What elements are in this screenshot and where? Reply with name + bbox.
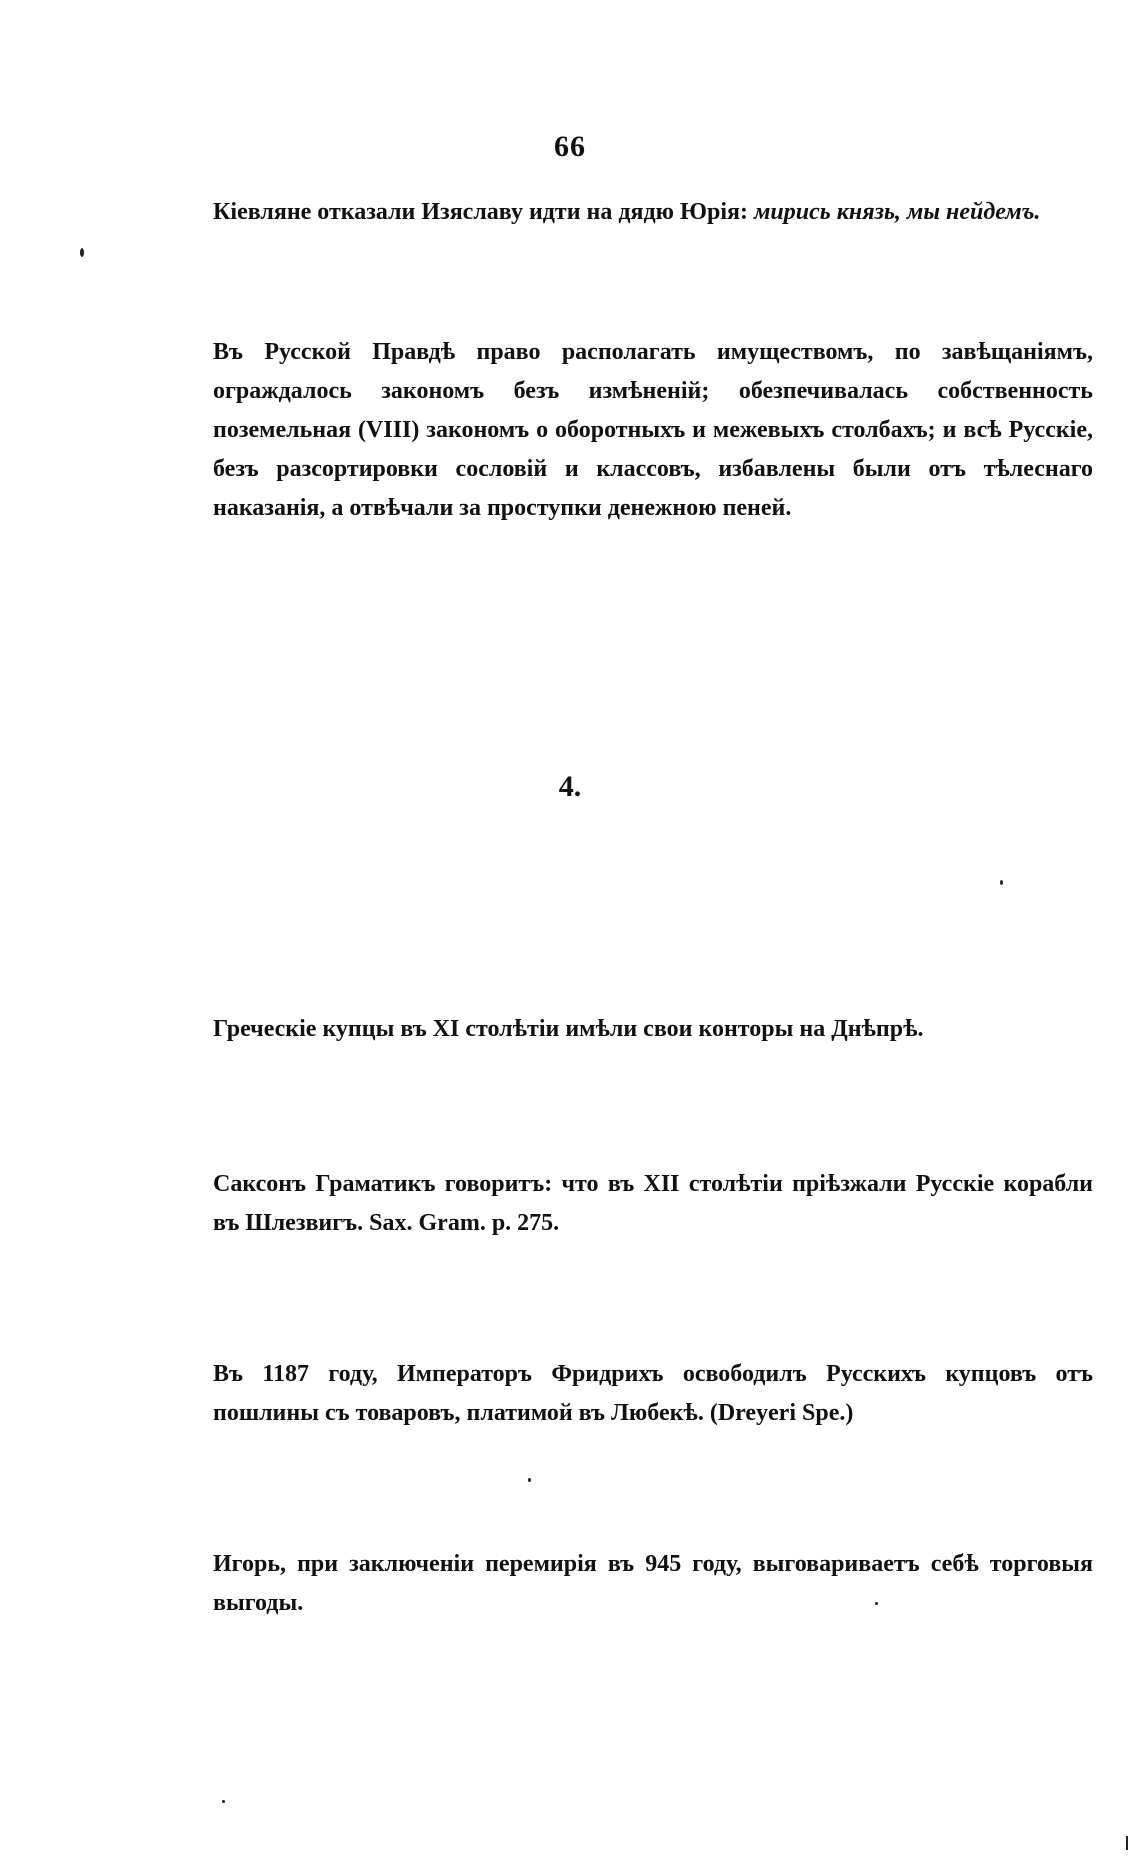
scan-speck	[80, 248, 84, 257]
paragraph-greek-merchants: Греческіе купцы въ XI столѣтіи имѣли свои конторы на Днѣпрѣ.	[213, 1016, 924, 1042]
scan-speck	[222, 1800, 225, 1803]
paragraph-igor-treaty: Игорь, при заключеніи перемирія въ 945 году, выговариваетъ себѣ торговыя выгоды.	[213, 1551, 1093, 1616]
scan-speck	[528, 1478, 531, 1482]
paragraph-text: Кіевляне отказали Изяславу идти на дядю Юрія:	[213, 199, 754, 225]
paragraph-kievlyane	[213, 193, 1093, 232]
scan-speck	[875, 1602, 878, 1605]
paragraph-emperor-friedrich: Въ 1187 году, Императоръ Фридрихъ освободилъ Русскихъ купцовъ отъ пошлины съ товаровъ, платимой въ Любекѣ. (Dreyeri Spe.)	[213, 1361, 1093, 1426]
page-number: 66	[554, 130, 586, 163]
section-number: 4.	[558, 770, 582, 803]
paragraph-italic-quote: мирись князь, мы нейдемъ.	[753, 199, 1041, 225]
scan-speck	[1000, 880, 1003, 885]
scan-speck	[1126, 1836, 1128, 1850]
paragraph-russkaya-pravda: Въ Русской Правдѣ право располагать имуществомъ, по завѣщаніямъ, ограждалось закономъ безъ измѣненій; обезпечивалась собственность поземельная (VIII) закономъ о оборотныхъ и межевыхъ столбахъ; и всѣ Русскіе, безъ разсортировки сословій и классовъ, избавлены были отъ тѣлеснаго наказанія, а отвѣчали за проступки денежною пеней.	[213, 339, 1093, 521]
paragraph-saxo-grammaticus: Саксонъ Граматикъ говоритъ: что въ XII столѣтіи пріѣзжали Русскіе корабли въ Шлезвигъ. Sax. Gram. p. 275.	[213, 1171, 1093, 1236]
